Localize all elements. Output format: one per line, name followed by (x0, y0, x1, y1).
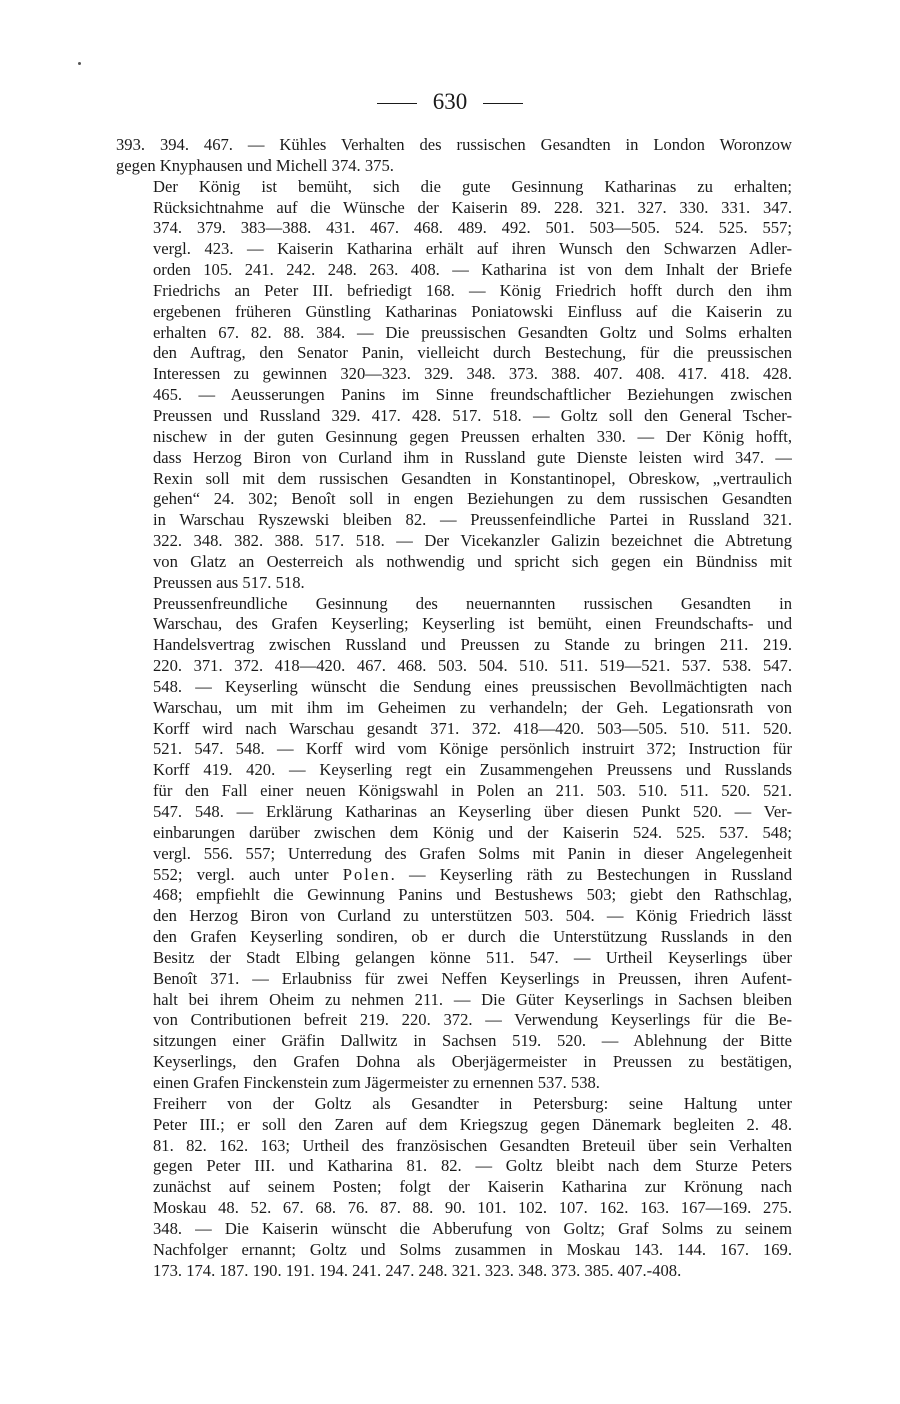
text-line: Warschau, um mit ihm im Geheimen zu verhandeln; der Geh. Legationsrath von (153, 697, 792, 717)
text-line: gehen“ 24. 302; Benoît soll in engen Beziehungen zu dem russischen Gesandten (153, 489, 792, 509)
text-line: Preussenfreundliche Gesinnung des neuernannten russischen Gesandten in (153, 593, 792, 613)
text-line: Warschau, des Grafen Keyserling; Keyserling ist bemüht, einen Freundschafts- und (153, 614, 792, 634)
text-line: 521. 547. 548. — Korff wird vom Könige persönlich instruirt 372; Instruction für (153, 739, 792, 759)
text-line: 322. 348. 382. 388. 517. 518. — Der Vicekanzler Galizin bezeichnet die Abtretung (153, 531, 792, 551)
index-text-body (116, 135, 792, 1281)
text-line: 468; empfiehlt die Gewinnung Panins und Bestushews 503; giebt den Rathschlag, (153, 885, 792, 905)
text-line: nischew in der guten Gesinnung gegen Preussen erhalten 330. — Der König hofft, (153, 426, 792, 446)
text-line: Peter III.; er soll den Zaren auf dem Kriegszug gegen Dänemark begleiten 2. 48. (153, 1114, 792, 1134)
text-line: zunächst auf seinem Posten; folgt der Kaiserin Katharina zur Krönung nach (153, 1177, 792, 1197)
text-line: den Grafen Keyserling sondiren, ob er durch die Unterstützung Russlands in den (153, 927, 792, 947)
text-line: Korff 419. 420. — Keyserling regt ein Zusammengehen Preussens und Russlands (153, 760, 792, 780)
index-paragraph (116, 594, 792, 1094)
text-line: 220. 371. 372. 418—420. 467. 468. 503. 504. 510. 511. 519—521. 537. 538. 547. (153, 656, 792, 676)
text-line: von Glatz an Oesterreich als nothwendig und spricht sich gegen ein Bündniss mit (153, 551, 792, 571)
text-line: Benoît 371. — Erlaubniss für zwei Neffen Keyserlings in Preussen, ihren Aufent- (153, 968, 792, 988)
text-line: Friedrichs an Peter III. befriedigt 168. — König Friedrich hofft durch den ihm (153, 280, 792, 300)
text-line: orden 105. 241. 242. 248. 263. 408. — Katharina ist von dem Inhalt der Briefe (153, 260, 792, 280)
text-line: Besitz der Stadt Elbing gelangen könne 511. 547. — Urtheil Keyserlings über (153, 947, 792, 967)
text-line: in Warschau Ryszewski bleiben 82. — Preussenfeindliche Partei in Russland 321. (153, 510, 792, 530)
text-line: 374. 379. 383—388. 431. 467. 468. 489. 492. 501. 503—505. 524. 525. 557; (153, 218, 792, 238)
text-line: Preussen aus 517. 518. (153, 572, 305, 592)
text-line: Rücksichtnahme auf die Wünsche der Kaiserin 89. 228. 321. 327. 330. 331. 347. (153, 197, 792, 217)
text-line: gegen Peter III. und Katharina 81. 82. — Goltz bleibt nach dem Sturze Peters (153, 1156, 792, 1176)
text-line: den Auftrag, den Senator Panin, vielleicht durch Bestechung, für die preussischen (153, 343, 792, 363)
page-header (0, 88, 900, 116)
text-line: den Herzog Biron von Curland zu unterstützen 503. 504. — König Friedrich lässt (153, 906, 792, 926)
text-line: gegen Knyphausen und Michell 374. 375. (116, 155, 394, 175)
text-line: Freiherr von der Goltz als Gesandter in Petersburg: seine Haltung unter (153, 1093, 792, 1113)
text-line: für den Fall einer neuen Königswahl in Polen an 211. 503. 510. 511. 520. 521. (153, 781, 792, 801)
page-number: 630 (432, 89, 468, 114)
text-line: 81. 82. 162. 163; Urtheil des französischen Gesandten Breteuil über sein Verhalten (153, 1135, 792, 1155)
text-line: sitzungen einer Gräfin Dallwitz in Sachsen 519. 520. — Ablehnung der Bitte (153, 1031, 792, 1051)
text-line: dass Herzog Biron von Curland ihm in Russland gute Dienste leisten wird 347. — (153, 447, 792, 467)
text-line: Moskau 48. 52. 67. 68. 76. 87. 88. 90. 101. 102. 107. 162. 163. 167—169. 275. (153, 1198, 792, 1218)
text-line: 548. — Keyserling wünscht die Sendung eines preussischen Bevollmächtigten nach (153, 676, 792, 696)
text-line: Interessen zu gewinnen 320—323. 329. 348. 373. 388. 407. 408. 417. 418. 428. (153, 364, 792, 384)
text-line: Preussen und Russland 329. 417. 428. 517. 518. — Goltz soll den General Tscher- (153, 405, 792, 425)
text-line: 547. 548. — Erklärung Katharinas an Keyserling über diesen Punkt 520. — Ver- (153, 802, 792, 821)
text-line: ergebenen früheren Günstling Katharinas Poniatowski Einfluss auf die Kaiserin zu (153, 301, 792, 321)
text-line: 348. — Die Kaiserin wünscht die Abberufung von Goltz; Graf Solms zu seinem (153, 1218, 792, 1238)
index-paragraph (116, 135, 792, 177)
text-line: 552; vergl. auch unter Polen. — Keyserling räth zu Bestechungen in Russland (153, 864, 792, 884)
text-line: 393. 394. 467. — Kühles Verhalten des russischen Gesandten in London Woronzow (116, 135, 792, 154)
spaced-keyword: Polen (342, 864, 391, 884)
text-line: Rexin soll mit dem russischen Gesandten in Konstantinopel, Obreskow, „vertraulich (153, 468, 792, 488)
text-line: erhalten 67. 82. 88. 384. — Die preussischen Gesandten Goltz und Solms erhalten (153, 322, 792, 342)
text-line: Korff wird nach Warschau gesandt 371. 372. 418—420. 503—505. 510. 511. 520. (153, 718, 792, 738)
text-line: Nachfolger ernannt; Goltz und Solms zusammen in Moskau 143. 144. 167. 169. (153, 1239, 792, 1259)
text-line: 173. 174. 187. 190. 191. 194. 241. 247. 248. 321. 323. 348. 373. 385. 407.-408. (153, 1260, 682, 1280)
text-line: vergl. 556. 557; Unterredung des Grafen Solms mit Panin in dieser Angelegenheit (153, 843, 792, 863)
text-line: Der König ist bemüht, sich die gute Gesinnung Katharinas zu erhalten; (153, 176, 792, 196)
index-paragraph (116, 1094, 792, 1282)
text-line: halt bei ihrem Oheim zu nehmen 211. — Die Güter Keyserlings in Sachsen bleiben (153, 989, 792, 1009)
text-line: 465. — Aeusserungen Panins im Sinne freundschaftlicher Beziehungen zwischen (153, 385, 792, 405)
header-dash-left (377, 103, 417, 104)
text-line: einbarungen darüber zwischen dem König und der Kaiserin 524. 525. 537. 548; (153, 822, 792, 842)
text-line: vergl. 423. — Kaiserin Katharina erhält auf ihren Wunsch den Schwarzen Adler- (153, 239, 792, 259)
text-line: von Contributionen befreit 219. 220. 372. — Verwendung Keyserlings für die Be- (153, 1010, 792, 1030)
index-paragraph (116, 177, 792, 594)
header-dash-right (483, 103, 523, 104)
text-line: einen Grafen Finckenstein zum Jägermeister zu ernennen 537. 538. (153, 1072, 600, 1092)
text-line: Keyserlings, den Grafen Dohna als Oberjägermeister in Preussen zu bestätigen, (153, 1052, 792, 1072)
scan-speck (78, 62, 81, 65)
text-line: Handelsvertrag zwischen Russland und Preussen zu Stande zu bringen 211. 219. (153, 635, 792, 655)
